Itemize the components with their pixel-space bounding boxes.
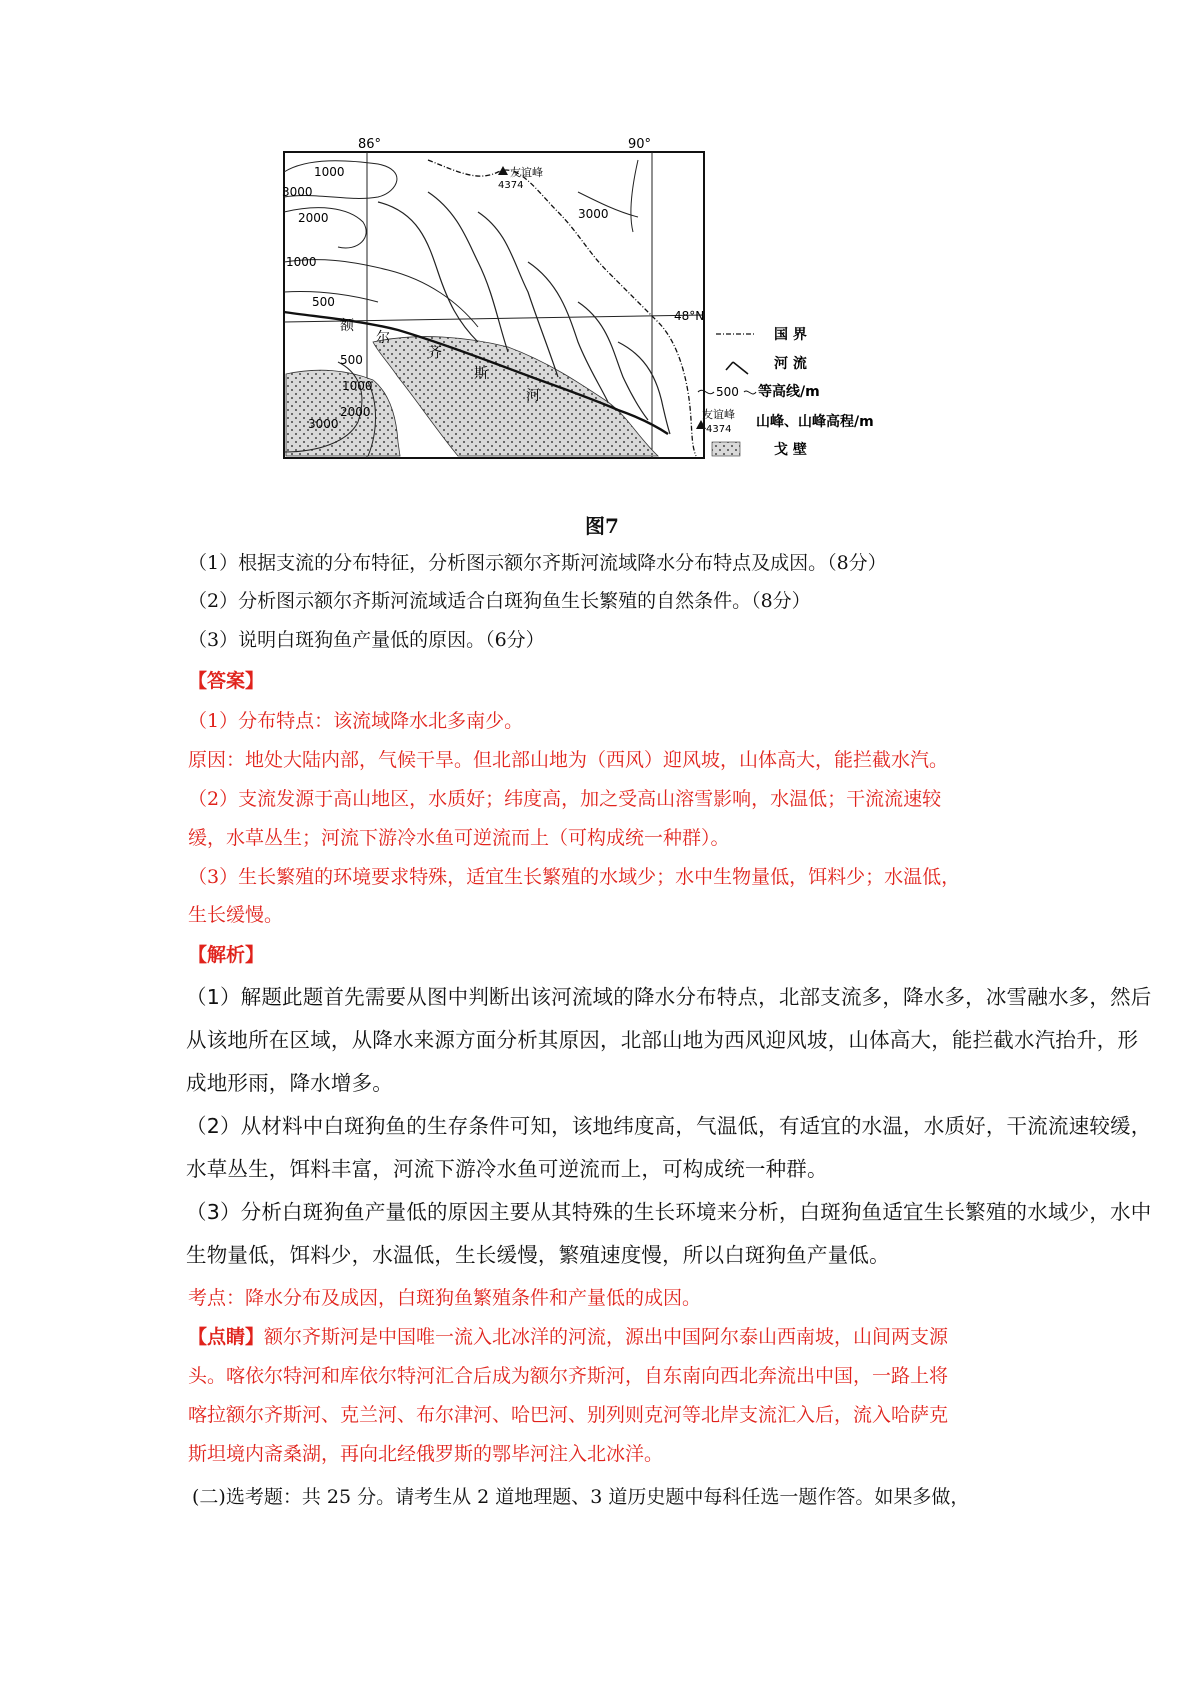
legend-peak-elev: 4374: [706, 424, 732, 435]
legend-peak: 山峰、山峰高程/m: [756, 414, 874, 430]
analysis-line-6: （3）分析白斑狗鱼产量低的原因主要从其特殊的生长环境来分析，白斑狗鱼适宜生长繁殖的水域少，水中: [186, 1200, 1152, 1224]
map-legend: [696, 326, 874, 458]
figure-7-map: [278, 137, 978, 512]
contour-label-1000-a: 1000: [314, 165, 345, 179]
analysis-tag: 【解析】: [188, 944, 265, 966]
contour-label-3000-c: 3000: [578, 207, 609, 221]
answer-line-4: 缓，水草丛生；河流下游冷水鱼可逆流而上（可构成统一种群）。: [188, 827, 730, 849]
contour-label-2000-b: 2000: [340, 405, 371, 419]
answer-line-2: 原因：地处大陆内部，气候干旱。但北部山地为（西风）迎风坡，山体高大，能拦截水汽。: [188, 749, 949, 771]
contour-label-500-a: 500: [312, 295, 335, 309]
lon-label-90: 90°: [628, 137, 652, 152]
peak-name: 友谊峰: [510, 166, 543, 179]
question-3: （3）说明白斑狗鱼产量低的原因。（6分）: [188, 629, 545, 651]
analysis-line-2: 从该地所在区域，从降水来源方面分析其原因，北部山地为西风迎风坡，山体高大，能拦截水汽抬升，形: [186, 1028, 1139, 1052]
river-char-3: 齐: [428, 345, 442, 361]
dianjing-line-3: 喀拉额尔齐斯河、克兰河、布尔津河、哈巴河、别列则克河等北岸支流汇入后，流入哈萨克: [188, 1404, 949, 1426]
peak-elevation: 4374: [498, 180, 524, 191]
answer-tag: 【答案】: [188, 670, 265, 692]
answer-line-6: 生长缓慢。: [188, 904, 284, 926]
dianjing-line-1: [188, 1322, 948, 1352]
dianjing-line-2: 头。喀依尔特河和库依尔特河汇合后成为额尔齐斯河，自东南向西北奔流出中国，一路上将: [188, 1365, 949, 1387]
contour-label-1000-b: 1000: [286, 255, 317, 269]
analysis-line-3: 成地形雨，降水增多。: [186, 1071, 393, 1095]
legend-contour: 等高线/m: [758, 384, 820, 400]
lat-label-48n: 48°N: [674, 309, 705, 323]
dianjing-text-1: 额尔齐斯河是中国唯一流入北冰洋的河流，源出中国阿尔泰山西南坡，山间两支源: [264, 1326, 949, 1348]
answer-line-5: （3）生长繁殖的环境要求特殊，适宜生长繁殖的水域少；水中生物量低，饵料少；水温低，: [188, 866, 961, 888]
analysis-line-1: （1）解题此题首先需要从图中判断出该河流域的降水分布特点，北部支流多，降水多，冰雪融水多，然后: [186, 985, 1152, 1009]
analysis-line-7: 生物量低，饵料少，水温低，生长缓慢，繁殖速度慢，所以白斑狗鱼产量低。: [186, 1243, 890, 1267]
contour-label-2000-a: 2000: [298, 211, 329, 225]
legend-gobi: 戈 壁: [774, 442, 807, 458]
contour-label-500-b: 500: [340, 353, 363, 367]
dianjing-line-4: 斯坦境内斋桑湖，再向北经俄罗斯的鄂毕河注入北冰洋。: [188, 1443, 664, 1465]
analysis-line-4: （2）从材料中白斑狗鱼的生存条件可知，该地纬度高，气温低，有适宜的水温，水质好，干流流速较缓，: [186, 1114, 1152, 1138]
analysis-line-5: 水草丛生，饵料丰富，河流下游冷水鱼可逆流而上，可构成统一种群。: [186, 1157, 828, 1181]
river-char-1: 额: [340, 318, 354, 334]
contour-label-3000-b: 3000: [308, 417, 339, 431]
contour-label-1000-c: 1000: [342, 379, 373, 393]
answer-line-1: （1）分布特点：该流域降水北多南少。: [188, 710, 524, 732]
legend-peak-name: 友谊峰: [702, 408, 735, 421]
river-char-5: 河: [526, 388, 540, 404]
contour-label-3000-a: 3000: [282, 185, 313, 199]
legend-contour-sample: 500: [716, 385, 739, 399]
answer-line-3: （2）支流发源于高山地区，水质好；纬度高，加之受高山溶雪影响，水温低；干流流速较: [188, 788, 942, 810]
kaodian-line: 考点：降水分布及成因，白斑狗鱼繁殖条件和产量低的成因。: [188, 1287, 702, 1309]
contour-map-svg: [278, 137, 978, 512]
section2-line: (二)选考题：共 25 分。请考生从 2 道地理题、3 道历史题中每科任选一题作答。如果多做，: [192, 1486, 970, 1508]
lon-label-86: 86°: [358, 137, 382, 152]
legend-border: 国 界: [774, 327, 807, 343]
river-char-2: 尔: [376, 330, 390, 346]
legend-river: 河 流: [774, 356, 807, 372]
question-2: （2）分析图示额尔齐斯河流域适合白斑狗鱼生长繁殖的自然条件。（8分）: [188, 590, 811, 612]
figure-caption: 图7: [585, 514, 619, 538]
question-1: （1）根据支流的分布特征，分析图示额尔齐斯河流域降水分布特点及成因。（8分）: [188, 552, 887, 574]
dianjing-tag: 【点睛】: [188, 1326, 265, 1348]
river-char-4: 斯: [474, 366, 488, 382]
